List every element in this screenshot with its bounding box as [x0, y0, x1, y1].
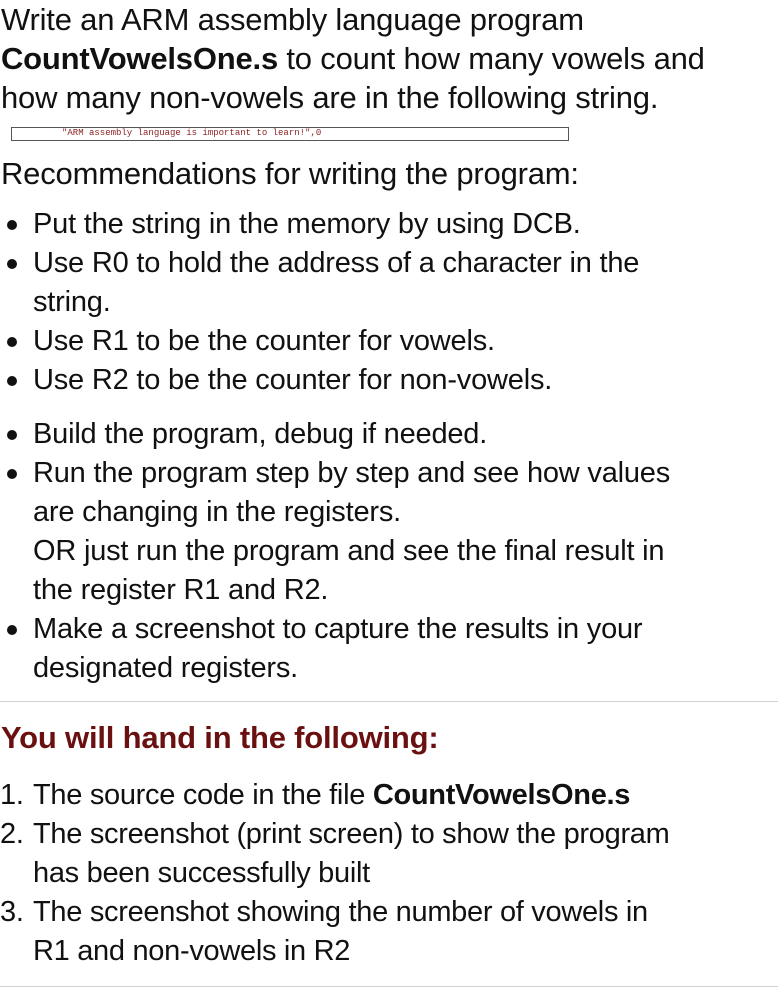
- handin-item-number: 1.: [0, 779, 24, 811]
- intro-line-1: Write an ARM assembly language program: [1, 2, 584, 37]
- bullet-item: [0, 454, 778, 610]
- bullet-line: Put the string in the memory by using DCB.: [33, 208, 581, 240]
- bullet-line: the register R1 and R2.: [33, 574, 329, 606]
- bullet-dot-icon: [7, 469, 17, 479]
- handin-item-line: [33, 776, 778, 815]
- recommendations-list-1: [0, 205, 778, 400]
- handin-item-text: The source code in the file: [33, 779, 373, 811]
- bullet-item: [0, 361, 778, 400]
- handin-item-text: The screenshot (print screen) to show the program: [33, 818, 670, 850]
- bullet-line: Build the program, debug if needed.: [33, 418, 488, 450]
- bullet-dot-icon: [7, 625, 17, 635]
- recommendations-list-2: [0, 415, 778, 688]
- handin-item-line: [33, 893, 778, 932]
- divider-bottom: [0, 986, 778, 987]
- bullet-line: Use R1 to be the counter for vowels.: [33, 325, 495, 357]
- handin-item-number: 3.: [0, 896, 24, 928]
- handin-item-line: R1 and non-vowels in R2: [33, 935, 351, 967]
- bullet-line: string.: [33, 286, 111, 318]
- handin-item-filename: CountVowelsOne.s: [372, 779, 631, 811]
- bullet-dot-icon: [7, 430, 17, 440]
- divider-top: [0, 701, 778, 702]
- bullet-line: OR just run the program and see the final result in: [33, 535, 665, 567]
- intro-line-2: to count how many vowels and: [277, 41, 705, 76]
- bullet-line: designated registers.: [33, 652, 299, 684]
- intro-line-3: how many non-vowels are in the following string.: [1, 80, 659, 115]
- bullet-item: [0, 415, 778, 454]
- recommendations-heading: Recommendations for writing the program:: [1, 156, 579, 191]
- intro-paragraph: [0, 0, 778, 117]
- bullet-item: [0, 322, 778, 361]
- bullet-line: are changing in the registers.: [33, 496, 401, 528]
- handin-item: [0, 776, 778, 815]
- handin-list: [0, 776, 778, 971]
- bullet-item: [0, 205, 778, 244]
- bullet-item: [0, 610, 778, 688]
- bullet-dot-icon: [7, 337, 17, 347]
- handin-item-line: [33, 815, 778, 854]
- bullet-dot-icon: [7, 376, 17, 386]
- handin-item-number: 2.: [0, 818, 24, 850]
- handin-item-text: The screenshot showing the number of vowels in: [33, 896, 648, 928]
- bullet-line: Use R0 to hold the address of a character in the: [33, 247, 640, 279]
- bullet-line: Run the program step by step and see how values: [33, 457, 671, 489]
- bullet-item: [0, 244, 778, 322]
- bullet-line: Make a screenshot to capture the results in your: [33, 613, 643, 645]
- handin-item: [0, 815, 778, 893]
- code-string: "ARM assembly language is important to learn!",0: [62, 128, 322, 138]
- code-string-box: [11, 127, 569, 141]
- handin-item-line: has been successfully built: [33, 857, 370, 889]
- handin-item: [0, 893, 778, 971]
- bullet-dot-icon: [7, 259, 17, 269]
- handin-heading: You will hand in the following:: [1, 720, 439, 755]
- bullet-line: Use R2 to be the counter for non-vowels.: [33, 364, 553, 396]
- intro-filename: CountVowelsOne.s: [1, 41, 278, 76]
- bullet-dot-icon: [7, 220, 17, 230]
